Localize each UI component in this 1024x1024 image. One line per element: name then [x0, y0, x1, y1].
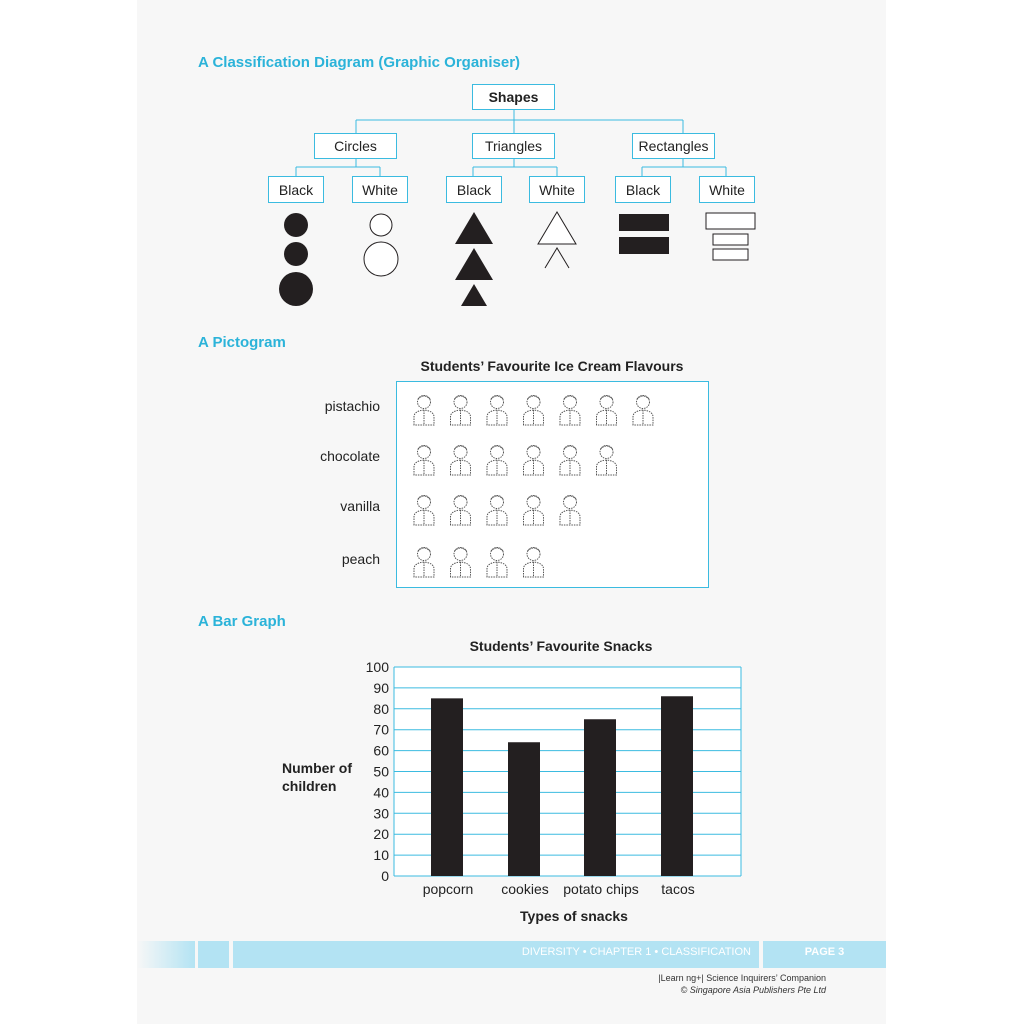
- rectangles-box: Rectangles: [632, 133, 715, 159]
- rectangles-black-box: Black: [615, 176, 671, 203]
- triangles-black-box: Black: [446, 176, 502, 203]
- chart-ytick-label: 50: [373, 763, 389, 780]
- pictogram-row-label: vanilla: [340, 498, 380, 514]
- chart-ytick-label: 30: [373, 805, 389, 822]
- pictogram-row-label: peach: [341, 551, 380, 567]
- footer-decor: [137, 941, 195, 968]
- chart-bar: [431, 698, 463, 876]
- triangles-box: Triangles: [472, 133, 555, 159]
- pictogram-row-label: pistachio: [324, 398, 380, 414]
- chart-ytick-label: 0: [381, 868, 389, 884]
- chart-ytick-label: 20: [373, 826, 389, 843]
- footer-credit-line2: © Singapore Asia Publishers Pte Ltd: [680, 985, 826, 995]
- pictogram-heading: A Pictogram: [198, 334, 286, 351]
- circles-black-box: Black: [268, 176, 324, 203]
- chart-ylabel-line: children: [282, 778, 337, 794]
- circles-white-box: White: [352, 176, 408, 203]
- chart-xtick-label: cookies: [501, 881, 549, 897]
- chart-xtick-label: tacos: [661, 881, 695, 897]
- circles-box: Circles: [314, 133, 397, 159]
- chart-ytick-label: 40: [373, 784, 389, 801]
- classification-heading: A Classification Diagram (Graphic Organiser): [198, 54, 521, 71]
- chart-xtick-label: popcorn: [422, 881, 474, 897]
- chart-ytick-label: 80: [373, 700, 389, 717]
- pictogram-row-label: chocolate: [320, 448, 380, 464]
- shapes-root-box: Shapes: [472, 84, 555, 110]
- chart-ytick-label: 100: [365, 659, 389, 675]
- footer-decor: [198, 941, 229, 968]
- triangles-white-box: White: [529, 176, 585, 203]
- chart-title: Students’ Favourite Snacks: [469, 638, 653, 654]
- footer-page-number: PAGE 3: [804, 946, 845, 958]
- chart-xtick-label: potato chips: [563, 881, 639, 897]
- chart-ytick-label: 70: [373, 721, 389, 738]
- chart-ytick-label: 60: [373, 742, 389, 759]
- chart-bar: [661, 696, 693, 876]
- chart-ytick-label: 90: [373, 679, 389, 696]
- chart-bar: [508, 742, 540, 876]
- footer-section: DIVERSITY • CHAPTER 1 • CLASSIFICATION: [521, 946, 751, 958]
- chart-ytick-label: 10: [373, 847, 389, 864]
- chart-bar: [584, 719, 616, 876]
- bargraph-heading: A Bar Graph: [198, 613, 286, 630]
- chart-ylabel-line: Number of: [282, 760, 352, 776]
- rectangles-white-box: White: [699, 176, 755, 203]
- footer-credit-line1: |Learn ng+| Science Inquirers’ Companion: [658, 973, 826, 983]
- pictogram-title: Students’ Favourite Ice Cream Flavours: [420, 358, 684, 374]
- chart-xlabel: Types of snacks: [520, 908, 628, 924]
